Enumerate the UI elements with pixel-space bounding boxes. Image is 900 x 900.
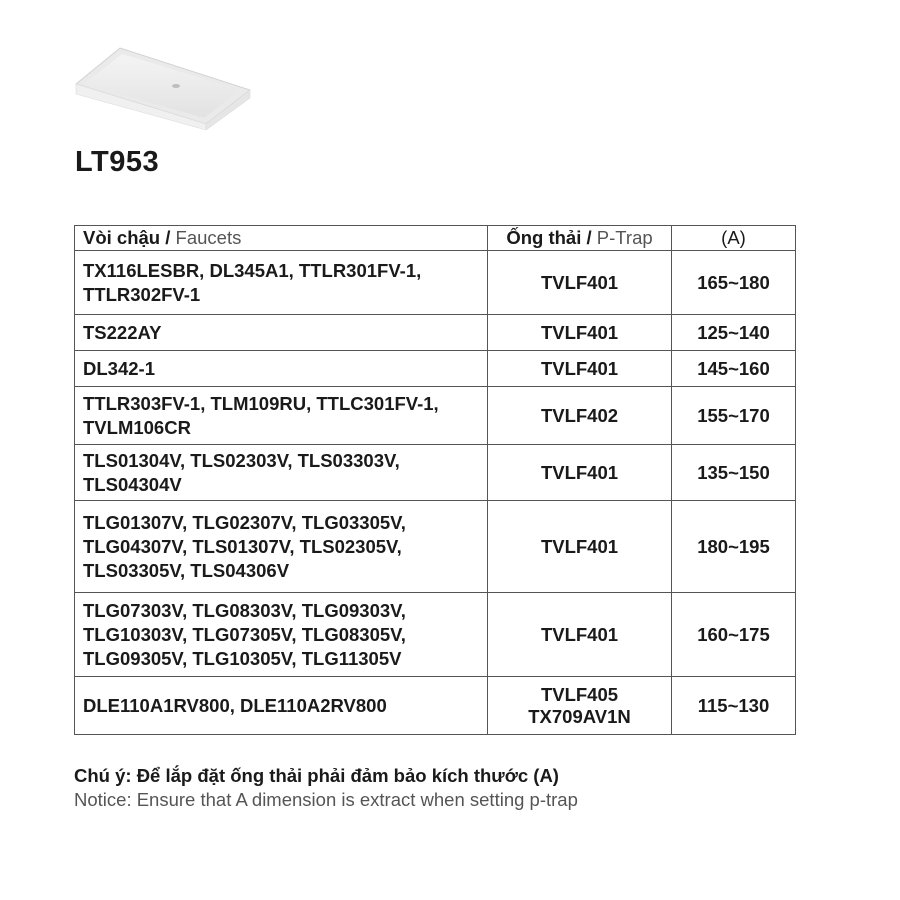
ptrap-model-line: TVLF401 bbox=[540, 271, 619, 293]
faucet-model-line: TLS04304V bbox=[83, 473, 182, 495]
faucet-models-cell bbox=[75, 315, 488, 351]
faucet-model-line: TS222AY bbox=[83, 321, 162, 343]
notice-vietnamese: Chú ý: Để lắp đặt ống thải phải đảm bảo kích thước (A) bbox=[74, 765, 559, 786]
compatibility-table bbox=[74, 225, 796, 735]
dimension-cell: 165~180 bbox=[672, 251, 796, 315]
table-row bbox=[75, 445, 796, 501]
ptrap-model-line: TVLF402 bbox=[540, 404, 619, 426]
faucet-model-line: TLG07303V, TLG08303V, TLG09303V, bbox=[83, 599, 406, 621]
faucet-model-line: TLG10303V, TLG07305V, TLG08305V, bbox=[83, 623, 406, 645]
faucet-model-line: TLG04307V, TLS01307V, TLS02305V, bbox=[83, 535, 402, 557]
faucet-model-line: TLG09305V, TLG10305V, TLG11305V bbox=[83, 647, 402, 669]
faucet-model-line: DL342-1 bbox=[83, 357, 155, 379]
table-row bbox=[75, 315, 796, 351]
dimension-cell: 145~160 bbox=[672, 351, 796, 387]
dimension-cell: 135~150 bbox=[672, 445, 796, 501]
table-row bbox=[75, 251, 796, 315]
faucet-model-line: TTLR302FV-1 bbox=[83, 283, 201, 305]
dimension-column-header: (A) bbox=[672, 226, 796, 251]
faucet-model-line: TLS01304V, TLS02303V, TLS03303V, bbox=[83, 449, 400, 471]
product-model-title: LT953 bbox=[75, 146, 160, 178]
ptrap-model-line: TVLF401 bbox=[540, 623, 619, 645]
ptrap-model-line: TX709AV1N bbox=[528, 705, 631, 727]
table-row bbox=[75, 501, 796, 593]
faucet-models-cell bbox=[75, 677, 488, 735]
ptrap-model-cell bbox=[488, 315, 672, 351]
faucet-models-cell bbox=[75, 445, 488, 501]
table-row bbox=[75, 677, 796, 735]
dimension-cell: 115~130 bbox=[672, 677, 796, 735]
basin-product-image bbox=[72, 40, 254, 130]
faucets-column-header: Vòi chậu / Faucets bbox=[75, 226, 488, 251]
ptrap-model-line: TVLF401 bbox=[540, 357, 619, 379]
table-row bbox=[75, 387, 796, 445]
faucet-model-line: DLE110A1RV800, DLE110A2RV800 bbox=[83, 694, 387, 716]
ptrap-model-cell bbox=[488, 351, 672, 387]
faucet-models-cell bbox=[75, 593, 488, 677]
ptrap-model-cell bbox=[488, 677, 672, 735]
faucet-model-line: TLG01307V, TLG02307V, TLG03305V, bbox=[83, 511, 406, 533]
dimension-cell: 125~140 bbox=[672, 315, 796, 351]
ptrap-model-line: TVLF401 bbox=[540, 321, 619, 343]
ptrap-model-line: TVLF401 bbox=[540, 535, 619, 557]
ptrap-model-cell bbox=[488, 251, 672, 315]
faucet-models-cell bbox=[75, 387, 488, 445]
ptrap-model-cell bbox=[488, 387, 672, 445]
table-header-row bbox=[75, 226, 796, 251]
ptrap-model-cell bbox=[488, 501, 672, 593]
ptrap-model-cell bbox=[488, 445, 672, 501]
dimension-cell: 180~195 bbox=[672, 501, 796, 593]
installation-notice bbox=[74, 764, 578, 812]
table-row bbox=[75, 593, 796, 677]
ptrap-model-line: TVLF401 bbox=[540, 461, 619, 483]
notice-english: Notice: Ensure that A dimension is extract when setting p-trap bbox=[74, 789, 578, 810]
faucet-model-line: TLS03305V, TLS04306V bbox=[83, 559, 290, 581]
faucet-models-cell bbox=[75, 501, 488, 593]
ptrap-model-cell bbox=[488, 593, 672, 677]
faucet-models-cell bbox=[75, 351, 488, 387]
table-row bbox=[75, 351, 796, 387]
faucet-models-cell bbox=[75, 251, 488, 315]
dimension-cell: 155~170 bbox=[672, 387, 796, 445]
faucet-model-line: TX116LESBR, DL345A1, TTLR301FV-1, bbox=[83, 259, 422, 281]
ptrap-model-line: TVLF405 bbox=[540, 683, 619, 705]
faucet-model-line: TVLM106CR bbox=[83, 416, 191, 438]
faucet-model-line: TTLR303FV-1, TLM109RU, TTLC301FV-1, bbox=[83, 392, 439, 414]
dimension-cell: 160~175 bbox=[672, 593, 796, 677]
ptrap-column-header: Ống thải / P-Trap bbox=[488, 226, 672, 251]
